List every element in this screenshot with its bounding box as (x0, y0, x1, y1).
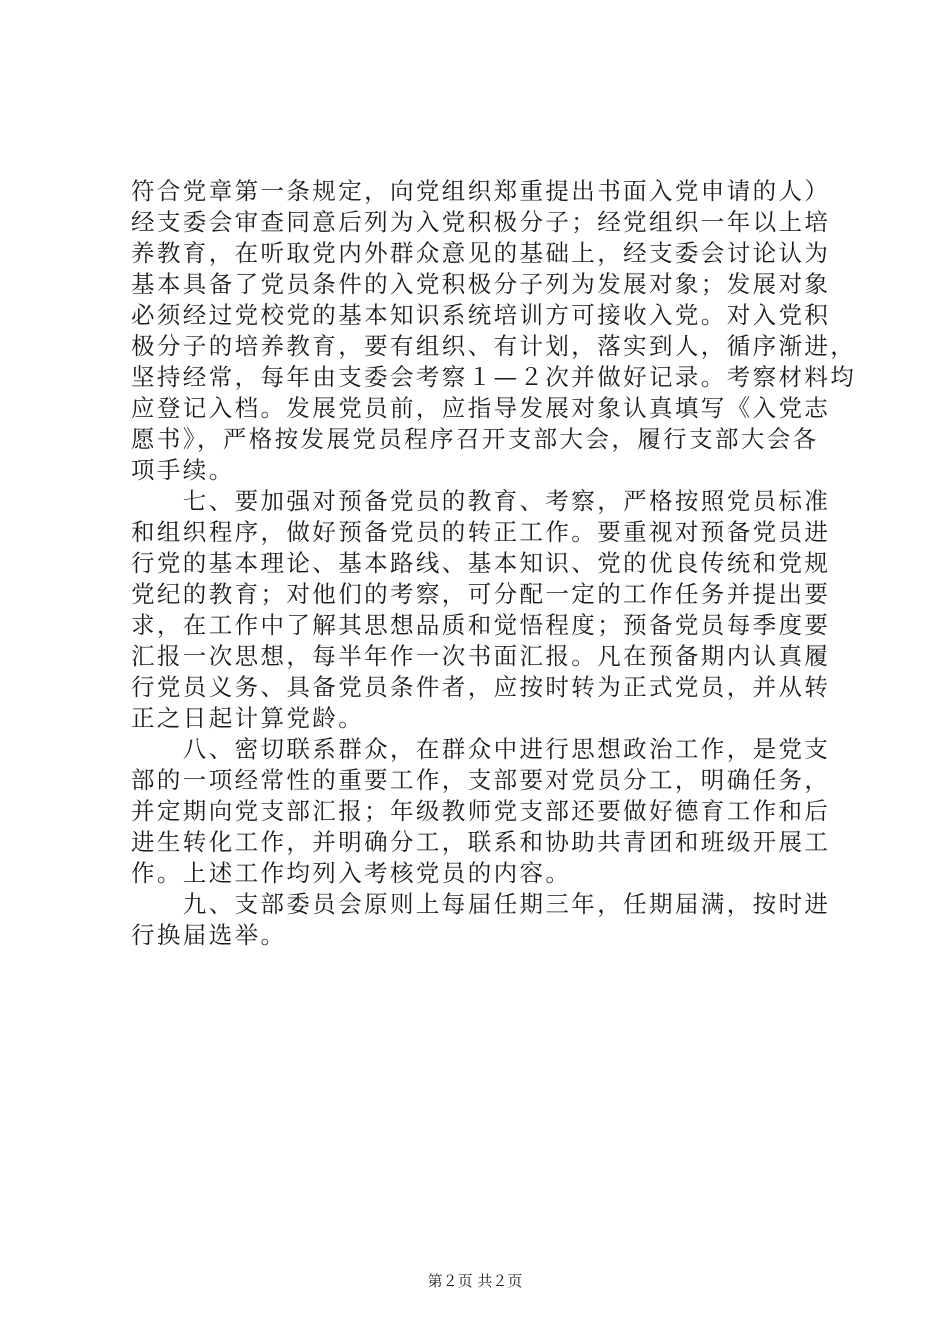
text-line: 必须经过党校党的基本知识系统培训方可接收入党。对入党积 (131, 301, 831, 329)
page-footer: 第２页 共２页 (427, 1272, 523, 1290)
text-line: 进生转化工作，并明确分工，联系和协助共青团和班级开展工 (131, 828, 831, 856)
text-line: 部的一项经常性的重要工作，支部要对党员分工，明确任务， (131, 766, 831, 794)
text-line: 坚持经常，每年由支委会考察１—２次并做好记录。考察材料均 (131, 363, 857, 391)
text-line: 并定期向党支部汇报；年级教师党支部还要做好德育工作和后 (131, 797, 831, 825)
text-line: 和组织程序，做好预备党员的转正工作。要重视对预备党员进 (131, 518, 831, 546)
text-line: 求，在工作中了解其思想品质和觉悟程度；预备党员每季度要 (131, 611, 831, 639)
text-line: 符合党章第一条规定，向党组织郑重提出书面入党申请的人） (131, 177, 831, 205)
text-line: 养教育，在听取党内外群众意见的基础上，经支委会讨论认为 (131, 239, 831, 267)
text-line: 经支委会审查同意后列为入党积极分子；经党组织一年以上培 (131, 208, 831, 236)
text-line: 八、密切联系群众，在群众中进行思想政治工作，是党支 (131, 735, 831, 763)
text-line: 基本具备了党员条件的入党积极分子列为发展对象；发展对象 (131, 270, 831, 298)
text-line: 九、支部委员会原则上每届任期三年，任期届满，按时进 (131, 890, 831, 918)
text-line: 愿书》，严格按发展党员程序召开支部大会，履行支部大会各 (131, 425, 819, 453)
text-line: 应登记入档。发展党员前，应指导发展对象认真填写《入党志 (131, 394, 831, 422)
text-line: 正之日起计算党龄。 (131, 704, 365, 732)
text-line: 行党的基本理论、基本路线、基本知识、党的优良传统和党规 (131, 549, 831, 577)
text-line: 汇报一次思想，每半年作一次书面汇报。凡在预备期内认真履 (131, 642, 831, 670)
text-line: 行换届选举。 (131, 921, 287, 949)
text-line: 项手续。 (131, 456, 235, 484)
text-line: 党纪的教育；对他们的考察，可分配一定的工作任务并提出要 (131, 580, 831, 608)
text-line: 行党员义务、具备党员条件者，应按时转为正式党员，并从转 (131, 673, 831, 701)
text-line: 作。上述工作均列入考核党员的内容。 (131, 859, 572, 887)
text-line: 极分子的培养教育，要有组织、有计划，落实到人，循序渐进， (131, 332, 857, 360)
text-line: 七、要加强对预备党员的教育、考察，严格按照党员标准 (131, 487, 831, 515)
